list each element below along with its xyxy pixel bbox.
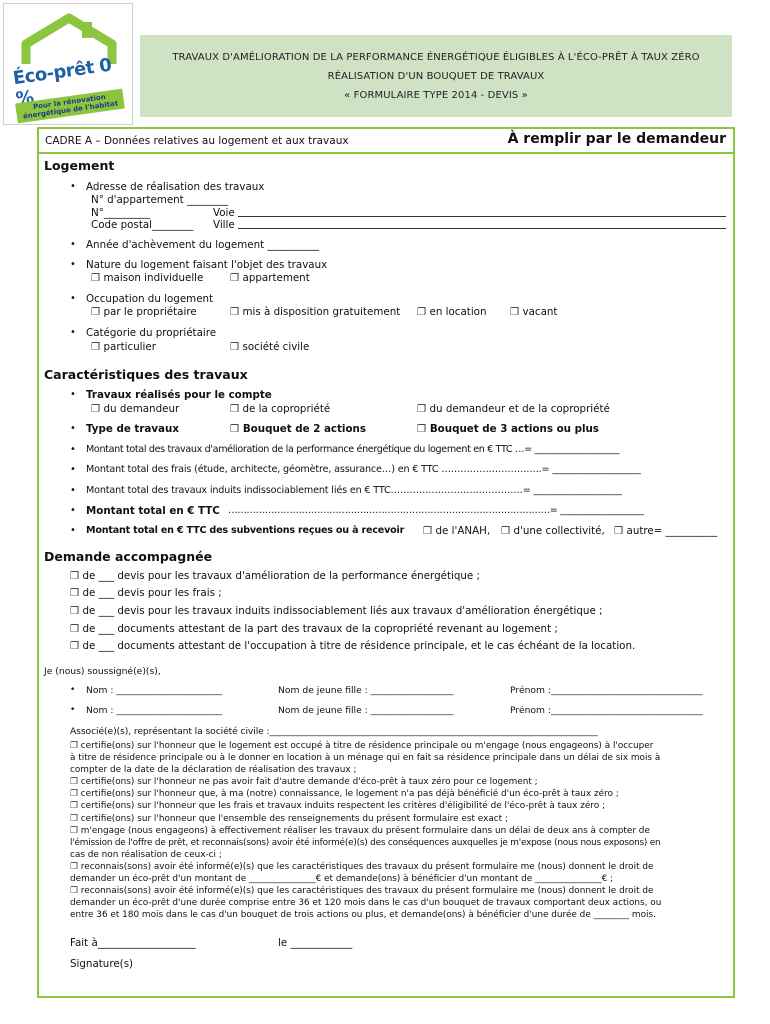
checkbox-maison[interactable] (91, 272, 203, 284)
header-line-3: « FORMULAIRE TYPE 2014 - DEVIS » (344, 90, 528, 101)
option-label: de ___ devis pour les travaux d'amélioration de la performance énergétique ; (82, 570, 480, 582)
section-logement-title: Logement (44, 158, 115, 173)
prenom-field-1[interactable]: Prénom :_________________________________ (510, 685, 703, 696)
ville-field[interactable] (238, 220, 726, 229)
checkbox-docs-copropriete[interactable] (70, 623, 558, 635)
certif-text: m'engage (nous engageons) à effectivement réaliser les travaux du présent formulaire dans un délai de deux ans à compter de (80, 825, 650, 836)
montant-total-field[interactable]: ……………………………………………………………………………………………= ___________________ (228, 505, 644, 516)
certif-line[interactable] (70, 788, 730, 800)
eco-pret-logo (3, 3, 133, 125)
certif-text: reconnais(sons) avoir été informé(e)(s) que les caractéristiques des travaux du présent formulaire me (nous) donnent le droit de (80, 886, 654, 897)
bullet: • (70, 423, 76, 434)
adresse-label: Adresse de réalisation des travaux (86, 181, 265, 193)
certif-text: entre 36 et 180 mois dans le cas d'un bouquet de trois actions ou plus, et demande(ons) à bénéficier d'une durée de ________ mois. (70, 910, 656, 921)
option-label: autre= __________ (626, 525, 718, 537)
voie-label: Voie (213, 207, 235, 219)
option-label: société civile (242, 341, 310, 353)
numero-field[interactable]: N°_________ (91, 207, 151, 219)
cadre-a-instruction: À remplir par le demandeur (507, 131, 726, 147)
bullet: • (70, 705, 76, 715)
montant-total-label: Montant total en € TTC (86, 505, 220, 517)
certif-line[interactable] (70, 800, 730, 812)
certif-text: l'émission de l'offre de prêt, et reconnais(sons) avoir été informé(e)(s) des conséquences auxquelles je m'expose (nous nous exposons) en (70, 837, 661, 848)
categorie-label: Catégorie du propriétaire (86, 327, 217, 339)
checkbox-icon: ❐ (501, 525, 511, 537)
bullet: • (70, 181, 76, 192)
certif-text: reconnais(sons) avoir été informé(e)(s) que les caractéristiques des travaux du présent formulaire me (nous) donnent le droit de (80, 861, 654, 872)
checkbox-icon: ❐ (70, 813, 78, 824)
checkbox-docs-occupation[interactable] (70, 640, 635, 652)
nom-field-2[interactable]: Nom : _______________________ (86, 705, 223, 716)
travaux-realises-label: Travaux réalisés pour le compte (86, 389, 272, 401)
checkbox-icon: ❐ (230, 272, 240, 284)
certif-text: compter de la date de la déclaration de réalisation des travaux ; (70, 765, 357, 776)
checkbox-devis-induits[interactable] (70, 605, 603, 617)
checkbox-icon: ❐ (70, 741, 78, 751)
certif-line[interactable] (70, 885, 730, 897)
header-line-1: TRAVAUX D'AMÉLIORATION DE LA PERFORMANCE ÉNERGÉTIQUE ÉLIGIBLES À L'ÉCO-PRÊT À TAUX ZÉRO (172, 52, 700, 63)
option-label: Bouquet de 3 actions ou plus (429, 423, 599, 435)
checkbox-icon: ❐ (70, 861, 78, 872)
certif-line (70, 909, 730, 921)
voie-field[interactable] (238, 208, 726, 217)
checkbox-icon: ❐ (70, 789, 78, 800)
certif-text: certifie(ons) sur l'honneur que le logement est occupé à titre de résidence principale ou m'engage (nous engageons) à l'occuper (80, 741, 654, 751)
certif-text: certifie(ons) sur l'honneur que les frais et travaux induits respectent les critères d'éligibilité de l'éco-prêt à taux zéro ; (80, 801, 606, 812)
signature-label: Signature(s) (70, 958, 134, 970)
checkbox-autre[interactable] (614, 525, 717, 537)
certif-text: certifie(ons) sur l'honneur ne pas avoir fait d'autre demande d'éco-prêt à taux zéro pour ce logement ; (80, 777, 538, 788)
subventions-label: Montant total en € TTC des subventions reçues ou à recevoir (86, 525, 405, 536)
prenom-field-2[interactable]: Prénom :_________________________________ (510, 705, 703, 716)
checkbox-appartement[interactable] (230, 272, 310, 284)
certif-text: certifie(ons) sur l'honneur que, à ma (notre) connaissance, le logement n'a pas déjà bénéficié d'un éco-prêt à taux zéro ; (80, 789, 619, 800)
certif-text: demander un éco-prêt d'un montant de _______________€ et demande(ons) à bénéficier d'un montant de _______________€ ; (70, 874, 614, 885)
checkbox-proprietaire[interactable] (91, 306, 197, 318)
date-field[interactable]: le ____________ (278, 937, 353, 949)
logo-tagline: Pour la rénovation énergétique de l'habitat (15, 89, 125, 124)
checkbox-icon: ❐ (417, 423, 427, 435)
certif-line[interactable] (70, 825, 730, 837)
option-label: vacant (522, 306, 558, 318)
checkbox-gratuit[interactable] (230, 306, 400, 318)
checkbox-icon: ❐ (91, 306, 101, 318)
checkbox-icon: ❐ (614, 525, 624, 537)
ville-label: Ville (213, 219, 235, 231)
option-label: maison individuelle (103, 272, 204, 284)
occupation-label: Occupation du logement (86, 293, 214, 305)
associe-field[interactable]: Associé(e)(s), représentant la société civile :_________________________________________________________________________ (70, 726, 598, 737)
checkbox-compte-les-deux[interactable] (417, 403, 610, 415)
option-label: du demandeur (103, 403, 180, 415)
bullet: • (70, 525, 76, 536)
option-label: de la copropriété (242, 403, 331, 415)
checkbox-devis-travaux[interactable] (70, 570, 480, 582)
option-label: de ___ devis pour les travaux induits indissociablement liés aux travaux d'amélioration énergétique ; (82, 605, 603, 617)
bullet: • (70, 239, 76, 250)
checkbox-icon: ❐ (70, 825, 78, 836)
option-label: particulier (103, 341, 156, 353)
code-postal-field[interactable]: Code postal________ (91, 219, 194, 231)
cadre-a-header (38, 129, 734, 154)
nom-jeune-fille-field-1[interactable]: Nom de jeune fille : __________________ (278, 685, 454, 696)
checkbox-compte-copropriete[interactable] (230, 403, 330, 415)
annee-achevement-field[interactable]: Année d'achèvement du logement __________ (86, 239, 319, 251)
checkbox-icon: ❐ (230, 403, 240, 415)
certif-text: certifie(ons) sur l'honneur que l'ensemble des renseignements du présent formulaire est exact ; (80, 813, 508, 824)
option-label: mis à disposition gratuitement (242, 306, 401, 318)
logo-brand: Éco-prêt 0 % (11, 54, 113, 111)
option-label: Bouquet de 2 actions (242, 423, 366, 435)
certif-text: cas de non réalisation de ceux-ci ; (70, 849, 222, 860)
checkbox-icon: ❐ (91, 403, 101, 415)
checkbox-societe-civile[interactable] (230, 341, 309, 353)
checkbox-bouquet-2[interactable] (230, 423, 366, 435)
montant-induits-field[interactable]: Montant total des travaux induits indissociablement liés en € TTC……………………………………= ___________________ (86, 485, 622, 496)
checkbox-icon: ❐ (510, 306, 520, 318)
option-label: du demandeur et de la copropriété (429, 403, 610, 415)
option-label: appartement (242, 272, 310, 284)
certif-line (70, 873, 730, 885)
fait-a-field[interactable]: Fait à___________________ (70, 937, 196, 949)
type-travaux-label: Type de travaux (86, 423, 179, 435)
bullet: • (70, 293, 76, 304)
soussigne-label: Je (nous) soussigné(e)(s), (44, 666, 161, 677)
checkbox-icon: ❐ (70, 570, 80, 582)
header-line-2: RÉALISATION D'UN BOUQUET DE TRAVAUX (327, 71, 545, 82)
bullet: • (70, 444, 76, 455)
section-demande-title: Demande accompagnée (44, 549, 213, 564)
option-label: d'une collectivité, (513, 525, 605, 537)
checkbox-icon: ❐ (70, 640, 80, 652)
certif-line (70, 752, 730, 764)
nom-jeune-fille-field-2[interactable]: Nom de jeune fille : __________________ (278, 705, 454, 716)
certif-line (70, 897, 730, 909)
option-label: de ___ devis pour les frais ; (82, 587, 222, 599)
checkbox-collectivite[interactable] (501, 525, 605, 537)
certif-line (70, 764, 730, 776)
certif-line[interactable] (70, 813, 730, 825)
option-label: par le propriétaire (103, 306, 197, 318)
bullet: • (70, 389, 76, 400)
checkbox-icon: ❐ (70, 801, 78, 812)
nom-field-1[interactable]: Nom : _______________________ (86, 685, 223, 696)
bullet: • (70, 464, 76, 475)
checkbox-bouquet-3[interactable] (417, 423, 599, 435)
certif-line[interactable] (70, 740, 730, 752)
option-label: en location (429, 306, 487, 318)
certif-text: demander un éco-prêt d'une durée comprise entre 36 et 120 mois dans le cas d'un bouquet de travaux comportant deux actions, ou (70, 898, 662, 909)
certifications-block (70, 740, 730, 921)
header-band (140, 35, 732, 117)
bullet: • (70, 259, 76, 270)
checkbox-icon: ❐ (423, 525, 433, 537)
certif-text: à titre de résidence principale ou à le donner en location à un ménage qui en fait sa résidence principale dans un délai de six mois à (70, 753, 661, 764)
checkbox-icon: ❐ (230, 341, 240, 353)
checkbox-compte-demandeur[interactable] (91, 403, 179, 415)
section-caracteristiques-title: Caractéristiques des travaux (44, 367, 248, 382)
checkbox-vacant[interactable] (510, 306, 557, 318)
checkbox-particulier[interactable] (91, 341, 156, 353)
checkbox-icon: ❐ (417, 306, 427, 318)
checkbox-icon: ❐ (230, 423, 240, 435)
bullet: • (70, 485, 76, 496)
certif-line (70, 837, 730, 849)
checkbox-icon: ❐ (70, 777, 78, 788)
option-label: de l'ANAH, (435, 525, 491, 537)
checkbox-icon: ❐ (91, 272, 101, 284)
certif-line[interactable] (70, 861, 730, 873)
option-label: de ___ documents attestant de l'occupation à titre de résidence principale, et le cas échéant de la location. (82, 640, 636, 652)
checkbox-icon: ❐ (70, 587, 80, 599)
certif-line[interactable] (70, 776, 730, 788)
checkbox-location[interactable] (417, 306, 487, 318)
checkbox-icon: ❐ (417, 403, 427, 415)
checkbox-anah[interactable] (423, 525, 490, 537)
montant-frais-field[interactable]: Montant total des frais (étude, architecte, géomètre, assurance…) en € TTC …………………………..= ___________________ (86, 464, 641, 475)
cadre-a-title: CADRE A – Données relatives au logement et aux travaux (45, 135, 349, 147)
bullet: • (70, 505, 76, 516)
bullet: • (70, 327, 76, 338)
checkbox-icon: ❐ (91, 341, 101, 353)
appartement-field[interactable]: N° d'appartement ________ (91, 194, 229, 206)
checkbox-icon: ❐ (230, 306, 240, 318)
bullet: • (70, 685, 76, 695)
option-label: de ___ documents attestant de la part des travaux de la copropriété revenant au logement ; (82, 623, 558, 635)
certif-line (70, 849, 730, 861)
checkbox-icon: ❐ (70, 605, 80, 617)
nature-label: Nature du logement faisant l'objet des travaux (86, 259, 328, 271)
montant-travaux-field[interactable]: Montant total des travaux d'amélioration de la performance énergétique du logement en € TTC …= ___________________ (86, 444, 620, 455)
checkbox-devis-frais[interactable] (70, 587, 222, 599)
checkbox-icon: ❐ (70, 886, 78, 897)
checkbox-icon: ❐ (70, 623, 80, 635)
